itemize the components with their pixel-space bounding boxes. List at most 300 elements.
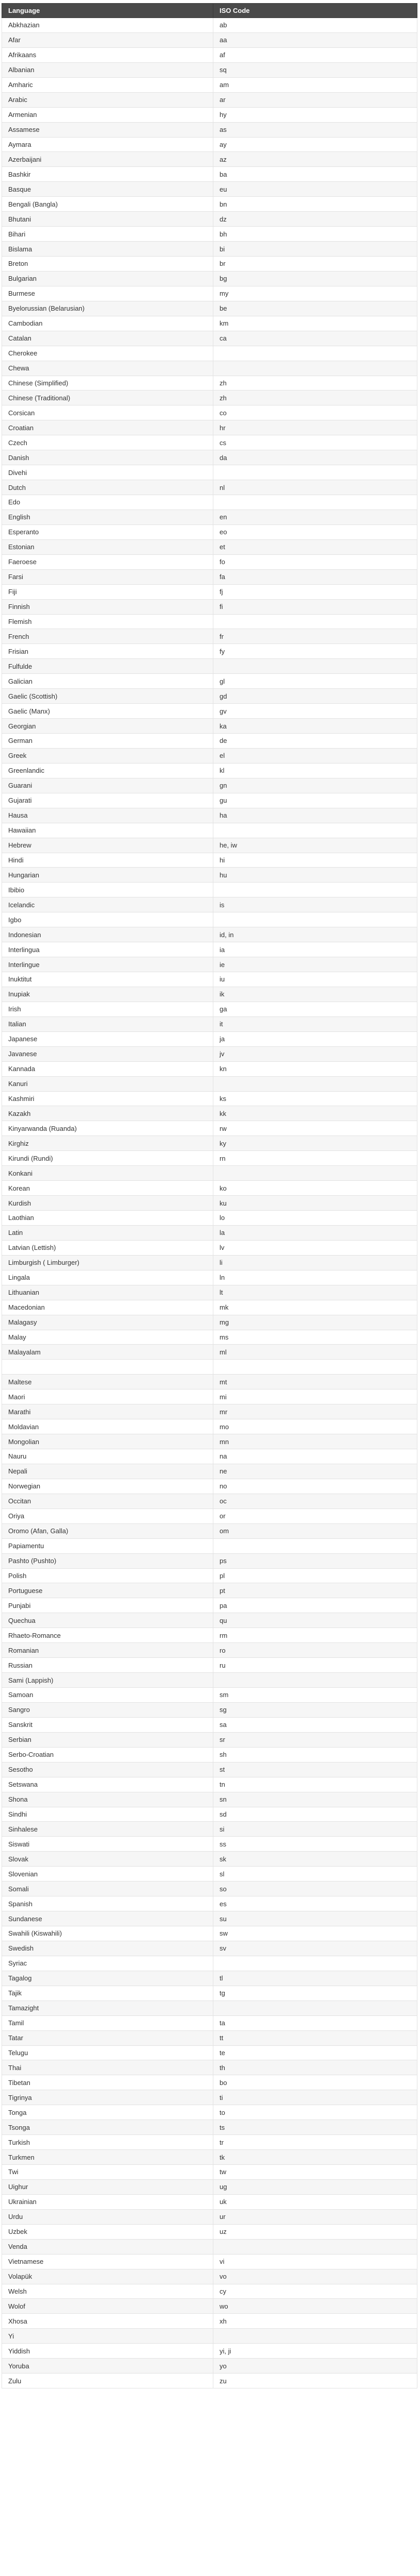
- language-cell: Nauru: [2, 1449, 213, 1464]
- language-cell: Pashto (Pushto): [2, 1553, 213, 1568]
- table-row: [2, 763, 417, 778]
- table-row: [2, 227, 417, 242]
- table-row: [2, 1792, 417, 1807]
- language-cell: Bengali (Bangla): [2, 197, 213, 212]
- iso-code-cell: az: [213, 152, 417, 167]
- table-row: [2, 942, 417, 957]
- iso-code-cell: [213, 495, 417, 510]
- table-row: [2, 1464, 417, 1479]
- language-cell: Assamese: [2, 122, 213, 137]
- iso-code-cell: ru: [213, 1658, 417, 1673]
- language-cell: Slovak: [2, 1852, 213, 1867]
- table-row: [2, 257, 417, 272]
- language-cell: Maltese: [2, 1375, 213, 1389]
- iso-code-cell: my: [213, 286, 417, 301]
- language-cell: Swedish: [2, 1941, 213, 1956]
- iso-code-cell: xh: [213, 2314, 417, 2329]
- iso-code-cell: [213, 1538, 417, 1553]
- table-row: [2, 2374, 417, 2388]
- iso-code-cell: eu: [213, 182, 417, 197]
- iso-code-cell: lo: [213, 1211, 417, 1226]
- iso-code-cell: am: [213, 77, 417, 92]
- language-cell: Hawaiian: [2, 823, 213, 838]
- language-cell: Sangro: [2, 1702, 213, 1717]
- table-row: [2, 1583, 417, 1598]
- iso-code-cell: sg: [213, 1702, 417, 1717]
- table-row: [2, 2359, 417, 2374]
- table-row: [2, 361, 417, 376]
- iso-code-cell: mr: [213, 1404, 417, 1419]
- language-cell: Welsh: [2, 2284, 213, 2299]
- language-cell: Kanuri: [2, 1076, 213, 1091]
- table-row: [2, 1479, 417, 1494]
- iso-code-cell: mg: [213, 1315, 417, 1330]
- iso-code-cell: sr: [213, 1732, 417, 1747]
- iso-code-cell: tt: [213, 2030, 417, 2045]
- table-row: [2, 152, 417, 167]
- table-row: [2, 1956, 417, 1971]
- language-cell: Fiji: [2, 584, 213, 599]
- language-cell: Azerbaijani: [2, 152, 213, 167]
- iso-code-cell: pt: [213, 1583, 417, 1598]
- table-row: [2, 629, 417, 644]
- table-row: [2, 539, 417, 554]
- table-row: [2, 883, 417, 897]
- iso-code-cell: [213, 1076, 417, 1091]
- iso-code-cell: [213, 614, 417, 629]
- table-row: [2, 92, 417, 107]
- iso-code-cell: bo: [213, 2075, 417, 2090]
- language-cell: Telugu: [2, 2045, 213, 2060]
- table-row: [2, 1360, 417, 1375]
- language-cell: Edo: [2, 495, 213, 510]
- iso-code-cell: es: [213, 1896, 417, 1911]
- table-row: [2, 1688, 417, 1703]
- table-row: [2, 62, 417, 77]
- language-cell: Zulu: [2, 2374, 213, 2388]
- iso-code-cell: th: [213, 2060, 417, 2075]
- iso-code-cell: ca: [213, 331, 417, 346]
- language-cell: Chewa: [2, 361, 213, 376]
- language-cell: Tigrinya: [2, 2090, 213, 2105]
- language-cell: Cambodian: [2, 316, 213, 331]
- language-cell: [2, 1360, 213, 1375]
- language-cell: Tagalog: [2, 1971, 213, 1986]
- iso-code-cell: si: [213, 1822, 417, 1837]
- language-cell: Uighur: [2, 2179, 213, 2194]
- table-row: [2, 1434, 417, 1449]
- table-row: [2, 405, 417, 420]
- table-row: [2, 2001, 417, 2015]
- iso-code-cell: fi: [213, 599, 417, 614]
- language-cell: Bihari: [2, 227, 213, 242]
- table-row: [2, 435, 417, 450]
- iso-code-cell: [213, 1956, 417, 1971]
- language-cell: Mongolian: [2, 1434, 213, 1449]
- table-row: [2, 2269, 417, 2284]
- language-cell: Polish: [2, 1568, 213, 1583]
- table-row: [2, 271, 417, 286]
- iso-code-cell: to: [213, 2105, 417, 2120]
- language-cell: Lingala: [2, 1270, 213, 1285]
- iso-code-cell: mn: [213, 1434, 417, 1449]
- language-cell: Wolof: [2, 2299, 213, 2314]
- language-cell: Hausa: [2, 808, 213, 823]
- language-cell: Rhaeto-Romance: [2, 1628, 213, 1643]
- table-row: [2, 2090, 417, 2105]
- language-cell: Hungarian: [2, 868, 213, 883]
- table-row: [2, 1255, 417, 1270]
- table-row: [2, 972, 417, 987]
- iso-code-cell: eo: [213, 524, 417, 539]
- iso-code-cell: pa: [213, 1598, 417, 1613]
- iso-code-cell: la: [213, 1225, 417, 1240]
- table-row: [2, 1225, 417, 1240]
- table-row: [2, 1941, 417, 1956]
- table-row: [2, 1121, 417, 1136]
- language-cell: Venda: [2, 2239, 213, 2254]
- iso-code-cell: no: [213, 1479, 417, 1494]
- table-body: [2, 18, 417, 2388]
- table-row: [2, 1016, 417, 1031]
- language-cell: English: [2, 510, 213, 524]
- table-row: [2, 1031, 417, 1046]
- iso-code-cell: uk: [213, 2194, 417, 2209]
- table-row: [2, 2165, 417, 2180]
- language-cell: Latin: [2, 1225, 213, 1240]
- language-cell: Tatar: [2, 2030, 213, 2045]
- language-cell: Urdu: [2, 2209, 213, 2224]
- table-row: [2, 510, 417, 524]
- iso-code-cell: jv: [213, 1046, 417, 1061]
- language-cell: Esperanto: [2, 524, 213, 539]
- iso-code-cell: be: [213, 301, 417, 316]
- table-row: [2, 197, 417, 212]
- language-cell: Konkani: [2, 1166, 213, 1181]
- table-row: [2, 1076, 417, 1091]
- table-row: [2, 2015, 417, 2030]
- table-row: [2, 1106, 417, 1121]
- table-row: [2, 420, 417, 435]
- language-cell: Serbian: [2, 1732, 213, 1747]
- table-row: [2, 1867, 417, 1882]
- language-cell: Albanian: [2, 62, 213, 77]
- language-cell: Maori: [2, 1389, 213, 1404]
- iso-code-cell: na: [213, 1449, 417, 1464]
- language-cell: Samoan: [2, 1688, 213, 1703]
- table-row: [2, 346, 417, 361]
- language-cell: Malayalam: [2, 1345, 213, 1360]
- table-row: [2, 2329, 417, 2344]
- language-cell: Afrikaans: [2, 47, 213, 62]
- iso-code-cell: hu: [213, 868, 417, 883]
- table-row: [2, 599, 417, 614]
- iso-code-cell: ky: [213, 1136, 417, 1151]
- iso-code-cell: tl: [213, 1971, 417, 1986]
- language-cell: Gaelic (Manx): [2, 704, 213, 719]
- iso-code-cell: ss: [213, 1837, 417, 1852]
- iso-code-cell: gu: [213, 793, 417, 808]
- table-row: [2, 838, 417, 853]
- iso-code-cell: tk: [213, 2150, 417, 2165]
- table-row: [2, 1330, 417, 1345]
- language-cell: Uzbek: [2, 2224, 213, 2239]
- iso-code-cell: tr: [213, 2135, 417, 2150]
- iso-code-cell: ko: [213, 1181, 417, 1196]
- language-cell: Breton: [2, 257, 213, 272]
- table-row: [2, 1717, 417, 1732]
- iso-code-cell: af: [213, 47, 417, 62]
- table-row: [2, 2344, 417, 2359]
- language-cell: Limburgish ( Limburger): [2, 1255, 213, 1270]
- language-cell: Kazakh: [2, 1106, 213, 1121]
- table-row: [2, 1926, 417, 1941]
- table-row: [2, 1315, 417, 1330]
- iso-code-cell: [213, 883, 417, 897]
- table-row: [2, 1419, 417, 1434]
- table-row: [2, 286, 417, 301]
- iso-code-cell: [213, 659, 417, 674]
- language-cell: Czech: [2, 435, 213, 450]
- language-cell: Faeroese: [2, 554, 213, 569]
- language-cell: Amharic: [2, 77, 213, 92]
- table-row: [2, 1136, 417, 1151]
- table-row: [2, 2135, 417, 2150]
- language-cell: French: [2, 629, 213, 644]
- iso-code-cell: br: [213, 257, 417, 272]
- iso-code-cell: bi: [213, 242, 417, 257]
- language-cell: Latvian (Lettish): [2, 1240, 213, 1255]
- iso-code-cell: en: [213, 510, 417, 524]
- language-cell: Divehi: [2, 465, 213, 480]
- table-row: [2, 2224, 417, 2239]
- table-row: [2, 1389, 417, 1404]
- language-cell: Turkmen: [2, 2150, 213, 2165]
- language-cell: Oriya: [2, 1509, 213, 1523]
- table-row: [2, 1747, 417, 1762]
- iso-code-cell: ms: [213, 1330, 417, 1345]
- iso-code-cell: hi: [213, 853, 417, 868]
- language-cell: Inupiak: [2, 987, 213, 1002]
- language-cell: Greek: [2, 748, 213, 763]
- table-row: [2, 2194, 417, 2209]
- iso-code-cell: or: [213, 1509, 417, 1523]
- table-row: [2, 853, 417, 868]
- language-cell: Greenlandic: [2, 763, 213, 778]
- language-iso-table: [2, 3, 417, 2388]
- table-row: [2, 524, 417, 539]
- language-cell: Setswana: [2, 1777, 213, 1792]
- language-cell: Finnish: [2, 599, 213, 614]
- language-cell: Afar: [2, 32, 213, 47]
- language-cell: Hindi: [2, 853, 213, 868]
- iso-code-cell: et: [213, 539, 417, 554]
- table-row: [2, 242, 417, 257]
- table-row: [2, 301, 417, 316]
- language-cell: Indonesian: [2, 927, 213, 942]
- language-cell: Javanese: [2, 1046, 213, 1061]
- table-row: [2, 2075, 417, 2090]
- iso-code-cell: sq: [213, 62, 417, 77]
- language-cell: Siswati: [2, 1837, 213, 1852]
- iso-code-cell: iu: [213, 972, 417, 987]
- language-cell: Sindhi: [2, 1807, 213, 1822]
- table-row: [2, 1837, 417, 1852]
- iso-code-cell: sn: [213, 1792, 417, 1807]
- iso-code-cell: pl: [213, 1568, 417, 1583]
- table-row: [2, 1986, 417, 2001]
- table-row: [2, 107, 417, 122]
- table-row: [2, 1807, 417, 1822]
- table-row: [2, 793, 417, 808]
- table-row: [2, 2045, 417, 2060]
- language-cell: Marathi: [2, 1404, 213, 1419]
- table-row: [2, 689, 417, 704]
- table-row: [2, 2030, 417, 2045]
- iso-code-cell: so: [213, 1882, 417, 1896]
- table-row: [2, 823, 417, 838]
- table-row: [2, 1568, 417, 1583]
- table-row: [2, 1211, 417, 1226]
- iso-code-cell: su: [213, 1911, 417, 1926]
- iso-code-cell: sv: [213, 1941, 417, 1956]
- iso-code-cell: yi, ji: [213, 2344, 417, 2359]
- language-cell: Kinyarwanda (Ruanda): [2, 1121, 213, 1136]
- table-row: [2, 137, 417, 152]
- iso-code-cell: ps: [213, 1553, 417, 1568]
- table-row: [2, 987, 417, 1002]
- language-cell: Oromo (Afan, Galla): [2, 1523, 213, 1538]
- table-row: [2, 1181, 417, 1196]
- table-row: [2, 1658, 417, 1673]
- table-row: [2, 1852, 417, 1867]
- table-row: [2, 1509, 417, 1523]
- iso-code-cell: [213, 912, 417, 927]
- language-cell: Tajik: [2, 1986, 213, 2001]
- iso-code-cell: sw: [213, 1926, 417, 1941]
- language-cell: Ibibio: [2, 883, 213, 897]
- table-row: [2, 778, 417, 793]
- language-cell: Tonga: [2, 2105, 213, 2120]
- iso-code-cell: [213, 1673, 417, 1688]
- iso-code-cell: dz: [213, 212, 417, 227]
- iso-code-cell: cs: [213, 435, 417, 450]
- iso-code-cell: ia: [213, 942, 417, 957]
- language-cell: Irish: [2, 1002, 213, 1016]
- iso-code-cell: ga: [213, 1002, 417, 1016]
- table-row: [2, 1882, 417, 1896]
- table-row: [2, 1196, 417, 1211]
- iso-code-cell: qu: [213, 1613, 417, 1628]
- iso-code-cell: fa: [213, 569, 417, 584]
- language-cell: Guarani: [2, 778, 213, 793]
- iso-code-cell: yo: [213, 2359, 417, 2374]
- language-cell: Malay: [2, 1330, 213, 1345]
- table-row: [2, 1523, 417, 1538]
- language-cell: Italian: [2, 1016, 213, 1031]
- language-cell: Georgian: [2, 719, 213, 734]
- table-row: [2, 2120, 417, 2135]
- language-cell: Sanskrit: [2, 1717, 213, 1732]
- language-cell: Quechua: [2, 1613, 213, 1628]
- iso-code-cell: lv: [213, 1240, 417, 1255]
- language-cell: Portuguese: [2, 1583, 213, 1598]
- iso-code-cell: kk: [213, 1106, 417, 1121]
- language-cell: Kashmiri: [2, 1091, 213, 1106]
- language-cell: Laothian: [2, 1211, 213, 1226]
- iso-code-cell: ba: [213, 167, 417, 182]
- table-row: [2, 1911, 417, 1926]
- iso-code-cell: is: [213, 897, 417, 912]
- language-cell: Chinese (Simplified): [2, 376, 213, 391]
- table-row: [2, 212, 417, 227]
- language-cell: Punjabi: [2, 1598, 213, 1613]
- iso-code-cell: hr: [213, 420, 417, 435]
- table-row: [2, 614, 417, 629]
- table-row: [2, 2314, 417, 2329]
- table-row: [2, 1240, 417, 1255]
- iso-code-cell: sh: [213, 1747, 417, 1762]
- iso-code-cell: ja: [213, 1031, 417, 1046]
- language-cell: Swahili (Kiswahili): [2, 1926, 213, 1941]
- table-row: [2, 182, 417, 197]
- language-cell: Serbo-Croatian: [2, 1747, 213, 1762]
- language-cell: Interlingue: [2, 957, 213, 972]
- language-cell: Icelandic: [2, 897, 213, 912]
- iso-code-cell: ku: [213, 1196, 417, 1211]
- column-header-language: Language: [2, 4, 213, 18]
- iso-code-cell: he, iw: [213, 838, 417, 853]
- language-cell: Tsonga: [2, 2120, 213, 2135]
- language-cell: Kirghiz: [2, 1136, 213, 1151]
- table-row: [2, 957, 417, 972]
- iso-code-cell: oc: [213, 1494, 417, 1509]
- table-row: [2, 1345, 417, 1360]
- language-cell: Moldavian: [2, 1419, 213, 1434]
- table-row: [2, 2299, 417, 2314]
- table-row: [2, 480, 417, 495]
- language-cell: Armenian: [2, 107, 213, 122]
- iso-code-cell: bh: [213, 227, 417, 242]
- language-cell: Frisian: [2, 644, 213, 659]
- table-row: [2, 927, 417, 942]
- table-row: [2, 1270, 417, 1285]
- table-row: [2, 32, 417, 47]
- iso-code-cell: tg: [213, 1986, 417, 2001]
- language-cell: German: [2, 734, 213, 749]
- table-row: [2, 1971, 417, 1986]
- table-header: [2, 4, 417, 18]
- iso-code-cell: [213, 1360, 417, 1375]
- language-cell: Papiamentu: [2, 1538, 213, 1553]
- table-row: [2, 2209, 417, 2224]
- language-cell: Turkish: [2, 2135, 213, 2150]
- iso-code-cell: kn: [213, 1061, 417, 1076]
- language-cell: Burmese: [2, 286, 213, 301]
- table-row: [2, 1285, 417, 1300]
- language-cell: Vietnamese: [2, 2254, 213, 2269]
- language-cell: Sundanese: [2, 1911, 213, 1926]
- language-cell: Galician: [2, 674, 213, 689]
- iso-code-cell: om: [213, 1523, 417, 1538]
- table-row: [2, 1300, 417, 1315]
- iso-code-cell: ha: [213, 808, 417, 823]
- iso-code-cell: [213, 346, 417, 361]
- iso-code-cell: gn: [213, 778, 417, 793]
- language-cell: Thai: [2, 2060, 213, 2075]
- iso-code-cell: kl: [213, 763, 417, 778]
- iso-code-cell: da: [213, 450, 417, 465]
